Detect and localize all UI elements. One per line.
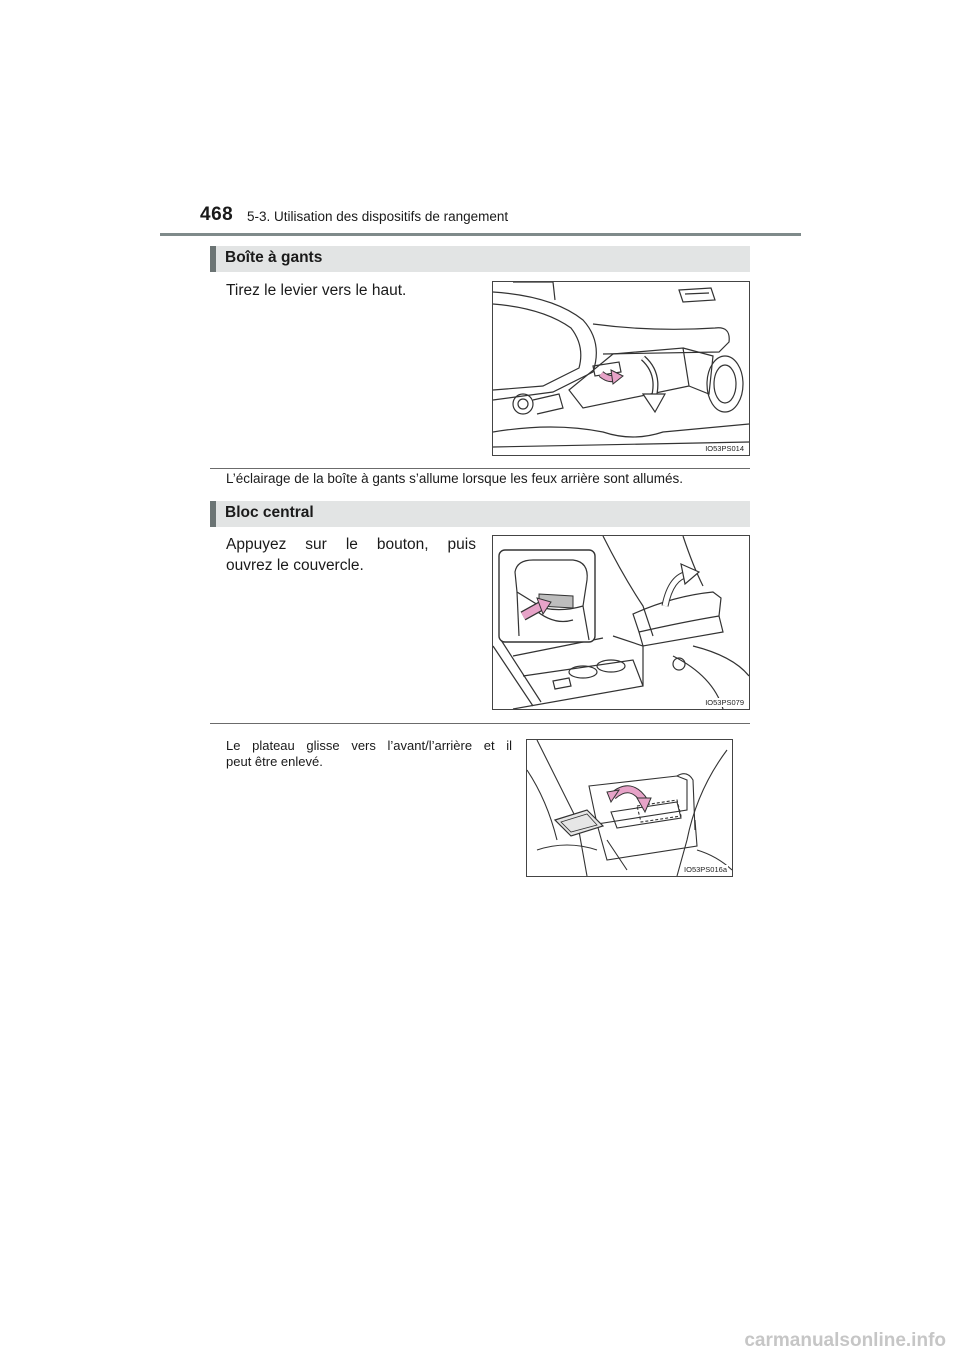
- tray-figure: [526, 739, 733, 877]
- center-console-instruction-line2: ouvrez le couvercle.: [226, 557, 364, 574]
- tray-illustration: [527, 740, 732, 876]
- glove-box-illustration: [493, 282, 749, 455]
- center-console-instruction-line1: Appuyez sur le bouton, puis: [226, 536, 476, 553]
- figure-code: IO53PS014: [705, 444, 744, 453]
- section-title: Boîte à gants: [225, 249, 323, 266]
- watermark: carmanualsonline.info: [744, 1330, 946, 1351]
- figure-code: IO53PS079: [705, 698, 744, 707]
- chapter-title: 5-3. Utilisation des dispositifs de rangement: [247, 209, 509, 224]
- header-divider: [160, 233, 801, 236]
- section-heading-center-console: [210, 501, 750, 527]
- section-divider: [210, 723, 750, 724]
- page-number: 468: [200, 204, 234, 225]
- tray-text-line1: Le plateau glisse vers l’avant/l’arrière et il: [226, 738, 512, 753]
- glove-box-figure: [492, 281, 750, 456]
- section-heading-glove-box: [210, 246, 750, 272]
- tray-text-line2: peut être enlevé.: [226, 754, 323, 769]
- figure-code: IO53PS016a: [684, 865, 727, 874]
- section-divider: [210, 468, 750, 469]
- center-console-illustration: [493, 536, 749, 709]
- center-console-figure: [492, 535, 750, 710]
- glove-box-instruction: Tirez le levier vers le haut.: [226, 282, 407, 299]
- glove-box-note: L’éclairage de la boîte à gants s’allume lorsque les feux arrière sont allumés.: [226, 471, 684, 486]
- section-title: Bloc central: [225, 504, 314, 521]
